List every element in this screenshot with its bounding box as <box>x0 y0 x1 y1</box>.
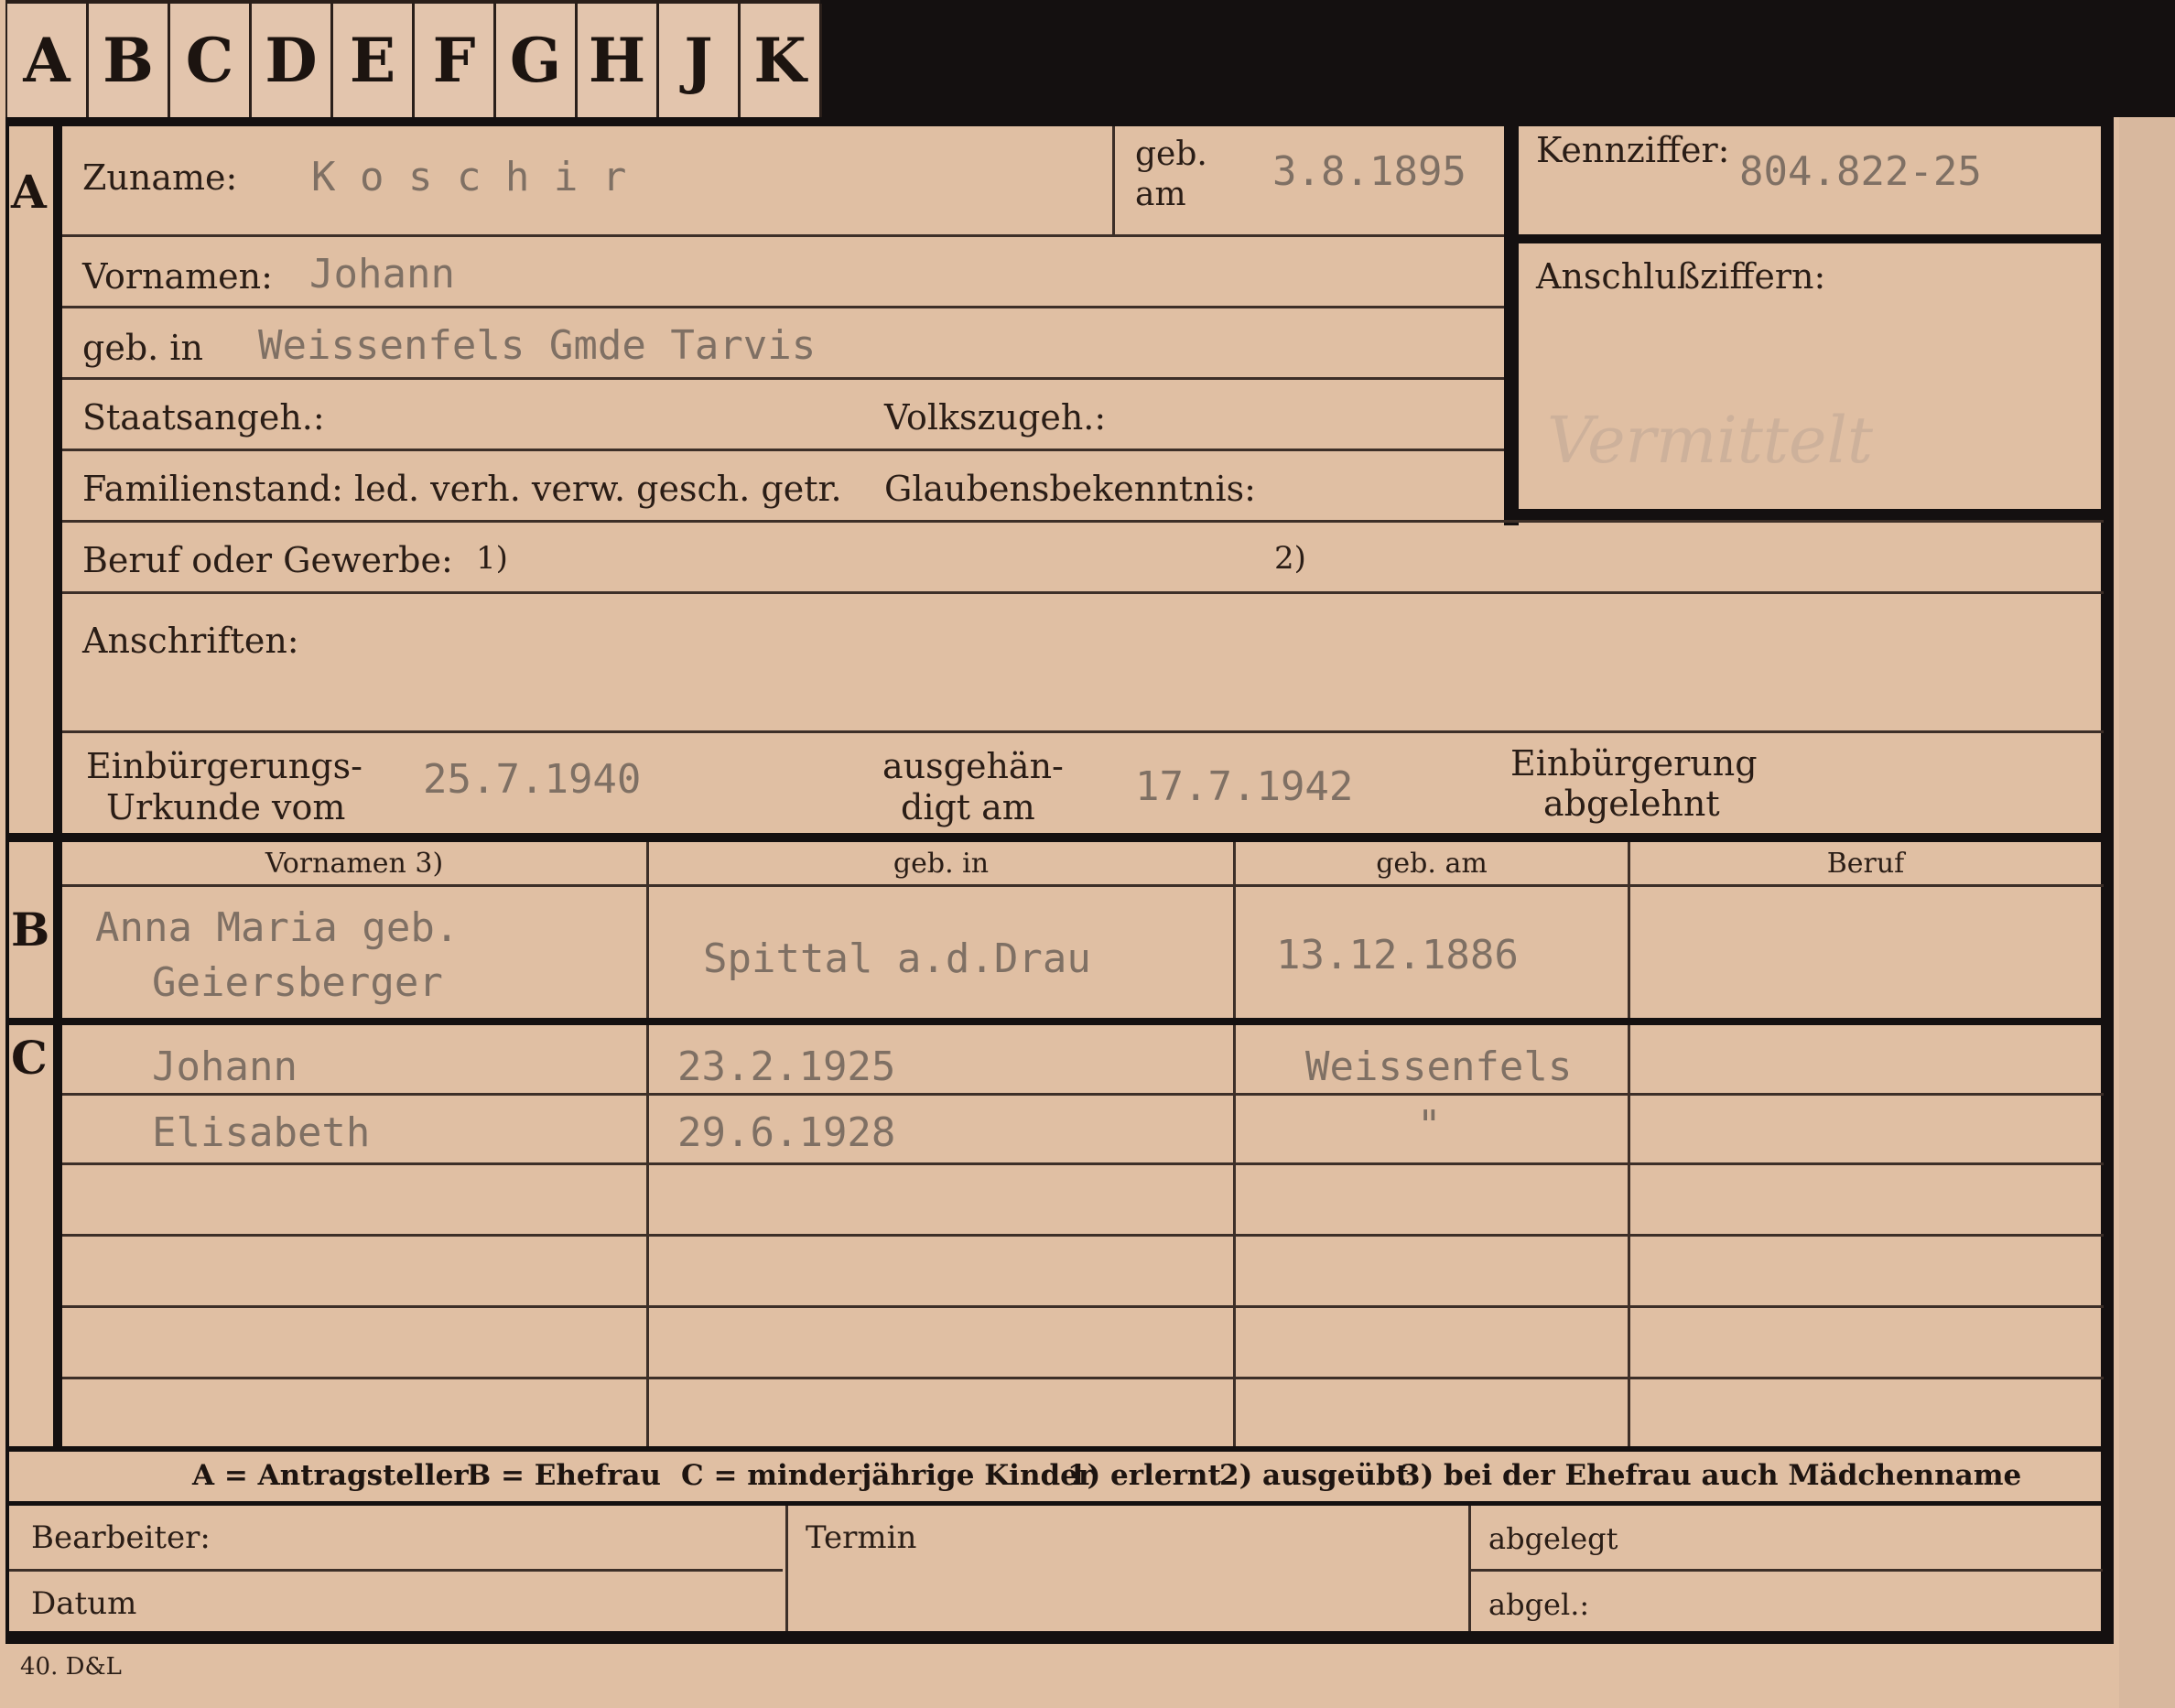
legend-a: A = Antragsteller <box>192 1459 469 1492</box>
section-bc-divider <box>5 1018 2111 1025</box>
card-right-border <box>2101 117 2114 1637</box>
tab-e[interactable]: E <box>333 4 415 117</box>
row-line-2 <box>62 306 1504 308</box>
tab-h[interactable]: H <box>578 4 659 117</box>
child-2-date: 29.6.1928 <box>677 1109 896 1156</box>
footer-mid-line-left <box>9 1569 783 1572</box>
first-names-label: Vornamen: <box>82 256 273 297</box>
tab-k[interactable]: K <box>741 4 822 117</box>
id-label: Kennziffer: <box>1536 130 1730 170</box>
child-row-line-2 <box>62 1162 2104 1165</box>
birthplace-value: Weissenfels Gmde Tarvis <box>258 322 817 369</box>
first-names-value: Johann <box>309 251 455 297</box>
tab-j[interactable]: J <box>659 4 741 117</box>
surname-value: K o s c h i r <box>311 154 627 200</box>
legend-bottom-border <box>5 1501 2111 1506</box>
child-1-name: Johann <box>152 1043 298 1090</box>
legend-c: C = minderjährige Kinder <box>681 1459 1094 1492</box>
legend-n2: 2) ausgeübt <box>1219 1459 1410 1492</box>
header-occupation: Beruf <box>1826 848 1905 880</box>
table-col-line-1 <box>646 842 649 1446</box>
table-col-line-2 <box>1233 842 1236 1446</box>
table-col-line-3 <box>1628 842 1630 1446</box>
tab-d[interactable]: D <box>252 4 333 117</box>
card-left-spine <box>53 126 62 1450</box>
top-background <box>819 0 2175 117</box>
occupation-label: Beruf oder Gewerbe: <box>82 540 453 580</box>
row-line-6 <box>62 591 2104 594</box>
legend-top-border <box>5 1446 2111 1452</box>
tab-f[interactable]: F <box>415 4 496 117</box>
section-letter-a: A <box>11 165 47 219</box>
card-bottom-border <box>5 1631 2114 1644</box>
card-left-edge <box>5 117 9 1637</box>
section-letter-b: B <box>11 903 50 957</box>
occupation-note-2: 2) <box>1274 540 1306 577</box>
handed-label-2: digt am <box>901 787 1035 827</box>
row-line-3 <box>62 377 1504 380</box>
marital-label: Familienstand: led. verh. verw. gesch. getr. <box>82 469 842 509</box>
tab-c[interactable]: C <box>170 4 252 117</box>
header-born-in: geb. in <box>893 848 990 880</box>
date-label: Datum <box>31 1585 137 1622</box>
occupation-note-1: 1) <box>476 540 508 577</box>
child-2-place: " <box>1417 1102 1442 1149</box>
deadline-label: Termin <box>806 1519 917 1556</box>
ethnicity-label: Volkszugeh.: <box>884 397 1107 438</box>
filed-abbr-label: abgel.: <box>1488 1587 1590 1622</box>
child-2-name: Elisabeth <box>152 1109 371 1156</box>
section-ab-divider <box>5 833 2111 842</box>
religion-label: Glaubensbekenntnis: <box>884 469 1256 509</box>
child-row-line-1 <box>62 1093 2104 1096</box>
handed-value: 17.7.1942 <box>1135 763 1354 810</box>
rejected-label-2: abgelehnt <box>1543 784 1720 824</box>
rejected-label-1: Einbürgerung <box>1510 743 1758 784</box>
header-born-on: geb. am <box>1376 848 1488 880</box>
born-on-label-2: am <box>1135 176 1186 213</box>
born-on-label-1: geb. <box>1135 135 1207 173</box>
child-1-date: 23.2.1925 <box>677 1043 896 1090</box>
row-line-1 <box>62 234 1504 237</box>
row-line-5 <box>62 520 2104 523</box>
wife-born-on: 13.12.1886 <box>1276 932 1519 978</box>
legend-n1: 1) erlernt <box>1067 1459 1221 1492</box>
surname-label: Zuname: <box>82 157 238 198</box>
wife-name-line-1: Anna Maria geb. <box>95 904 460 951</box>
right-background <box>2119 117 2175 1708</box>
addresses-label: Anschriften: <box>82 621 299 661</box>
citizenship-label: Staatsangeh.: <box>82 397 325 438</box>
naturalization-label-1: Einbürgerungs- <box>86 746 362 786</box>
id-box-left-border <box>1504 117 1519 525</box>
born-on-value: 3.8.1895 <box>1272 148 1466 195</box>
card-top-border <box>5 117 2111 126</box>
id-value: 804.822-25 <box>1739 148 1982 195</box>
editor-label: Bearbeiter: <box>31 1519 211 1556</box>
footer-col-line-1 <box>785 1506 788 1632</box>
header-first-names: Vornamen 3) <box>265 848 444 880</box>
connection-label: Anschlußziffern: <box>1536 256 1826 297</box>
legend-b: B = Ehefrau <box>467 1459 661 1492</box>
row-line-4 <box>62 449 1504 451</box>
child-row-line-4 <box>62 1305 2104 1308</box>
form-number: 40. D&L <box>20 1653 122 1681</box>
row-line-7 <box>62 730 2104 733</box>
child-row-line-3 <box>62 1234 2104 1237</box>
filed-label: abgelegt <box>1488 1521 1618 1556</box>
header-bottom-line <box>62 884 2104 887</box>
tab-b[interactable]: B <box>89 4 170 117</box>
tab-g[interactable]: G <box>496 4 578 117</box>
child-row-line-5 <box>62 1377 2104 1379</box>
footer-mid-line-right <box>1471 1569 2103 1572</box>
connection-faint-value: Vermittelt <box>1547 403 1873 478</box>
tab-a[interactable]: A <box>7 4 89 117</box>
surname-divider <box>1112 126 1115 234</box>
wife-born-in: Spittal a.d.Drau <box>703 935 1091 982</box>
naturalization-value: 25.7.1940 <box>423 756 642 803</box>
birthplace-label: geb. in <box>82 328 203 368</box>
handed-label-1: ausgehän- <box>882 746 1064 786</box>
legend-n3: 3) bei der Ehefrau auch Mädchenname <box>1401 1459 2022 1492</box>
wife-name-line-2: Geiersberger <box>152 959 443 1006</box>
id-box-divider <box>1510 234 2105 243</box>
naturalization-label-2: Urkunde vom <box>106 787 346 827</box>
child-1-place: Weissenfels <box>1305 1043 1573 1090</box>
section-letter-c: C <box>11 1031 48 1085</box>
